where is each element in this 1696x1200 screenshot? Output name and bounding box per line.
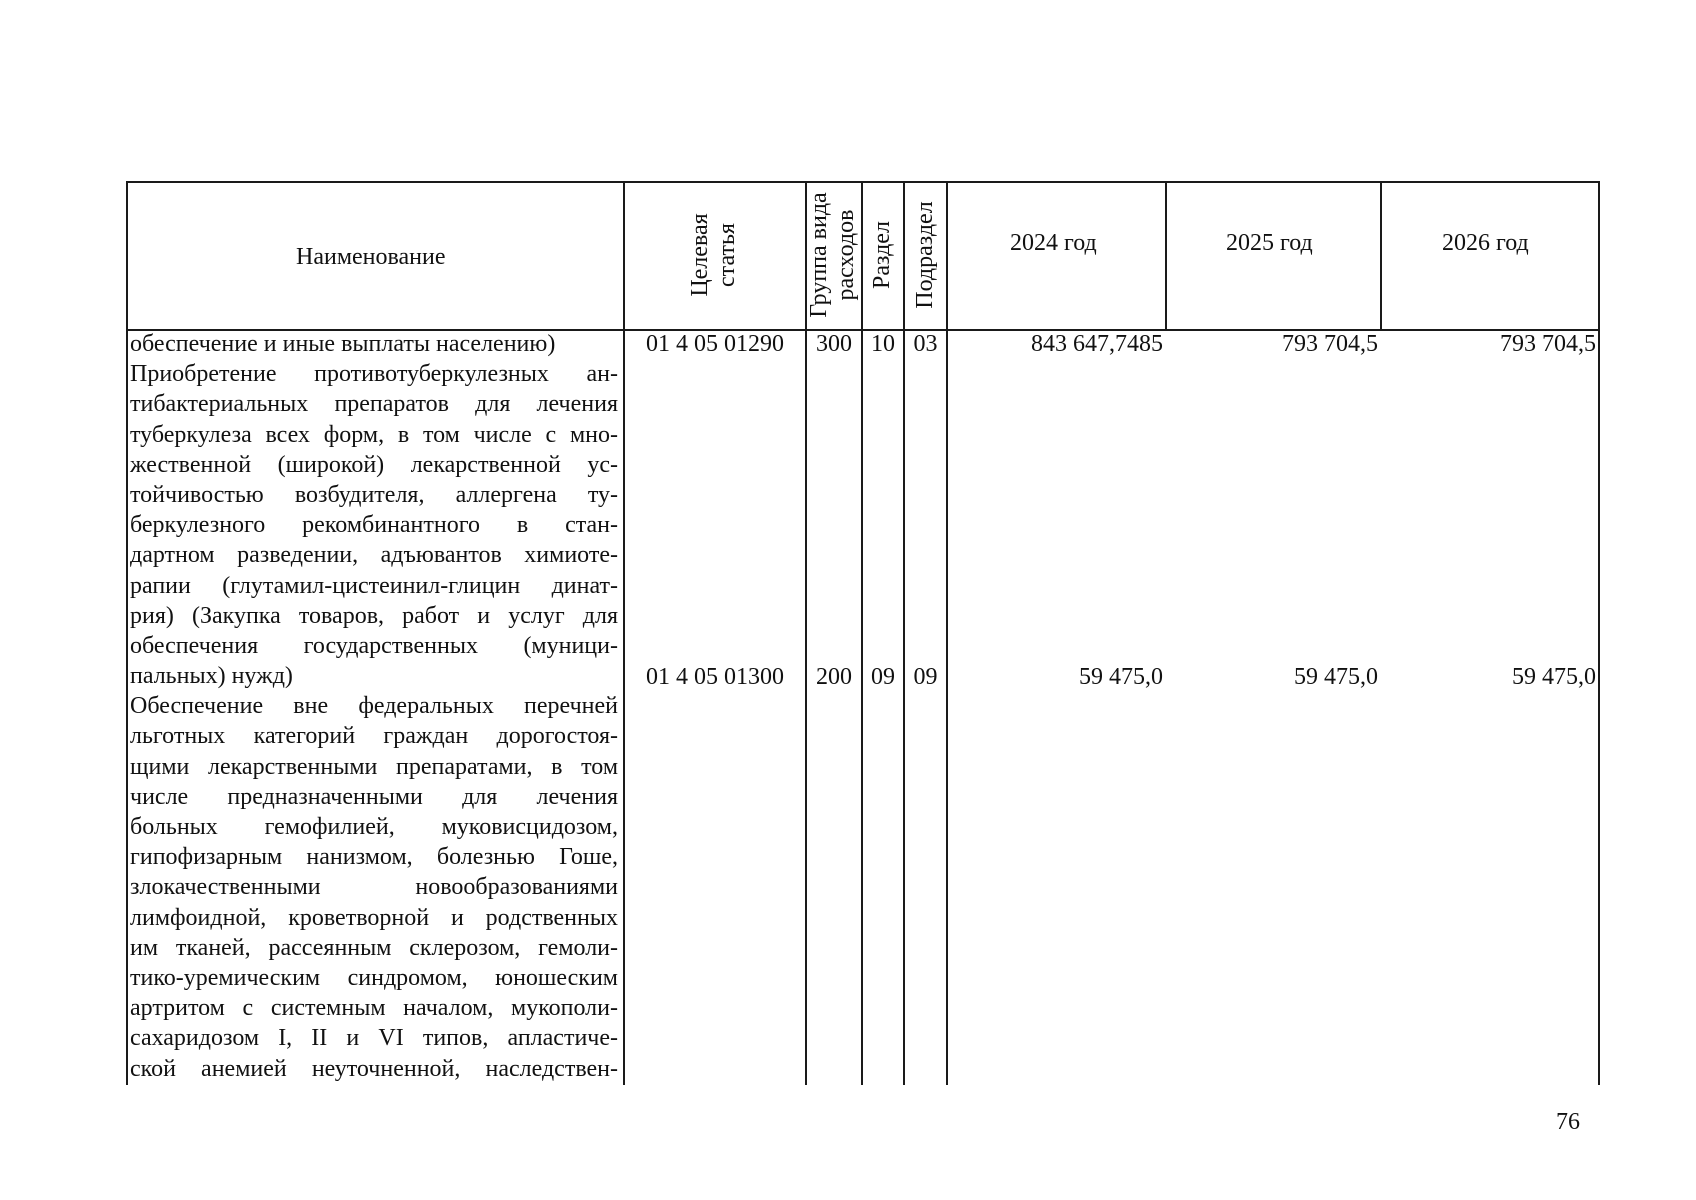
cell-year-2024: 843 647,7485 — [1031, 331, 1163, 357]
cell-target-article: 01 4 05 01300 — [646, 664, 784, 690]
description-line: щими лекарственными препаратами, в том — [130, 753, 618, 780]
description-line: им тканей, рассеянным склерозом, гемоли- — [130, 934, 618, 961]
description-line: числе предназначенными для лечения — [130, 783, 618, 810]
budget-table — [126, 181, 1600, 1085]
divider-group-section — [861, 181, 863, 1085]
cell-expense-group: 300 — [816, 331, 852, 357]
description-line: злокачественными новообразованиями — [130, 874, 618, 901]
header-name: Наименование — [296, 244, 446, 270]
header-target-article — [687, 195, 741, 315]
description-line: Обеспечение вне федеральных перечней — [130, 693, 618, 720]
description-line: туберкулеза всех форм, в том числе с мно- — [130, 421, 618, 448]
cell-expense-group: 200 — [816, 664, 852, 690]
description-line: пальных) нужд) — [130, 663, 293, 690]
header-expense-group — [806, 188, 860, 322]
description-line: тико-уремическим синдромом, юношеским — [130, 964, 618, 991]
header-expense-group-line2: расходов — [833, 209, 859, 301]
border-right — [1598, 181, 1600, 1085]
header-expense-group-line1: Группа вида — [806, 192, 832, 318]
description-line: обеспечения государственных (муници- — [130, 632, 618, 659]
divider-section-subsection — [903, 181, 905, 1085]
description-line: лимфоидной, кроветворной и родственных — [130, 904, 618, 931]
description-line: сахаридозом I, II и VI типов, апластиче- — [130, 1025, 618, 1052]
page-number: 76 — [1556, 1109, 1580, 1135]
description-line: тойчивостью возбудителя, аллергена ту- — [130, 481, 618, 508]
cell-target-article: 01 4 05 01290 — [646, 331, 784, 357]
header-subsection: Подраздел — [912, 201, 938, 309]
description-line: артритом с системным началом, мукополи- — [130, 995, 618, 1022]
description-line: рапии (глутамил-цистеинил-глицин динат- — [130, 572, 618, 599]
border-left — [126, 181, 128, 1085]
header-section: Раздел — [869, 221, 895, 289]
header-year-2026: 2026 год — [1442, 230, 1529, 256]
divider-name-article — [623, 181, 625, 1085]
description-line: рия) (Закупка товаров, работ и услуг для — [130, 602, 618, 629]
cell-year-2025: 59 475,0 — [1294, 664, 1378, 690]
description-line: больных гемофилией, муковисцидозом, — [130, 814, 618, 840]
description-line: жественной (широкой) лекарственной ус- — [130, 451, 618, 478]
cell-year-2026: 793 704,5 — [1500, 331, 1596, 357]
cell-year-2024: 59 475,0 — [1079, 664, 1163, 690]
header-year-2025: 2025 год — [1226, 230, 1313, 256]
header-target-article-line2: статья — [714, 223, 740, 287]
description-line: гипофизарным нанизмом, болезнью Гоше, — [130, 844, 618, 871]
cell-subsection: 09 — [913, 664, 938, 690]
description-text — [130, 329, 618, 1084]
cell-year-2025: 793 704,5 — [1282, 331, 1378, 357]
cell-section: 09 — [871, 664, 895, 690]
divider-2025-2026 — [1380, 181, 1382, 329]
table-top-border — [126, 181, 1600, 183]
description-line: беркулезного рекомбинантного в стан- — [130, 512, 618, 539]
divider-subsection-2024 — [946, 181, 948, 1085]
description-line: ской анемией неуточненной, наследствен- — [130, 1055, 618, 1082]
description-line: льготных категорий граждан дорогостоя- — [130, 723, 618, 750]
cell-section: 10 — [871, 331, 895, 357]
cell-subsection: 03 — [913, 331, 938, 357]
description-line: дартном разведении, адъювантов химиоте- — [130, 542, 618, 569]
divider-2024-2025 — [1165, 181, 1167, 329]
description-line: обеспечение и иные выплаты населению) — [130, 331, 556, 357]
header-target-article-line1: Целевая — [687, 213, 713, 297]
header-year-2024: 2024 год — [1010, 230, 1097, 256]
description-line: тибактериальных препаратов для лечения — [130, 391, 618, 418]
cell-year-2026: 59 475,0 — [1512, 664, 1596, 690]
description-line: Приобретение противотуберкулезных ан- — [130, 361, 618, 388]
